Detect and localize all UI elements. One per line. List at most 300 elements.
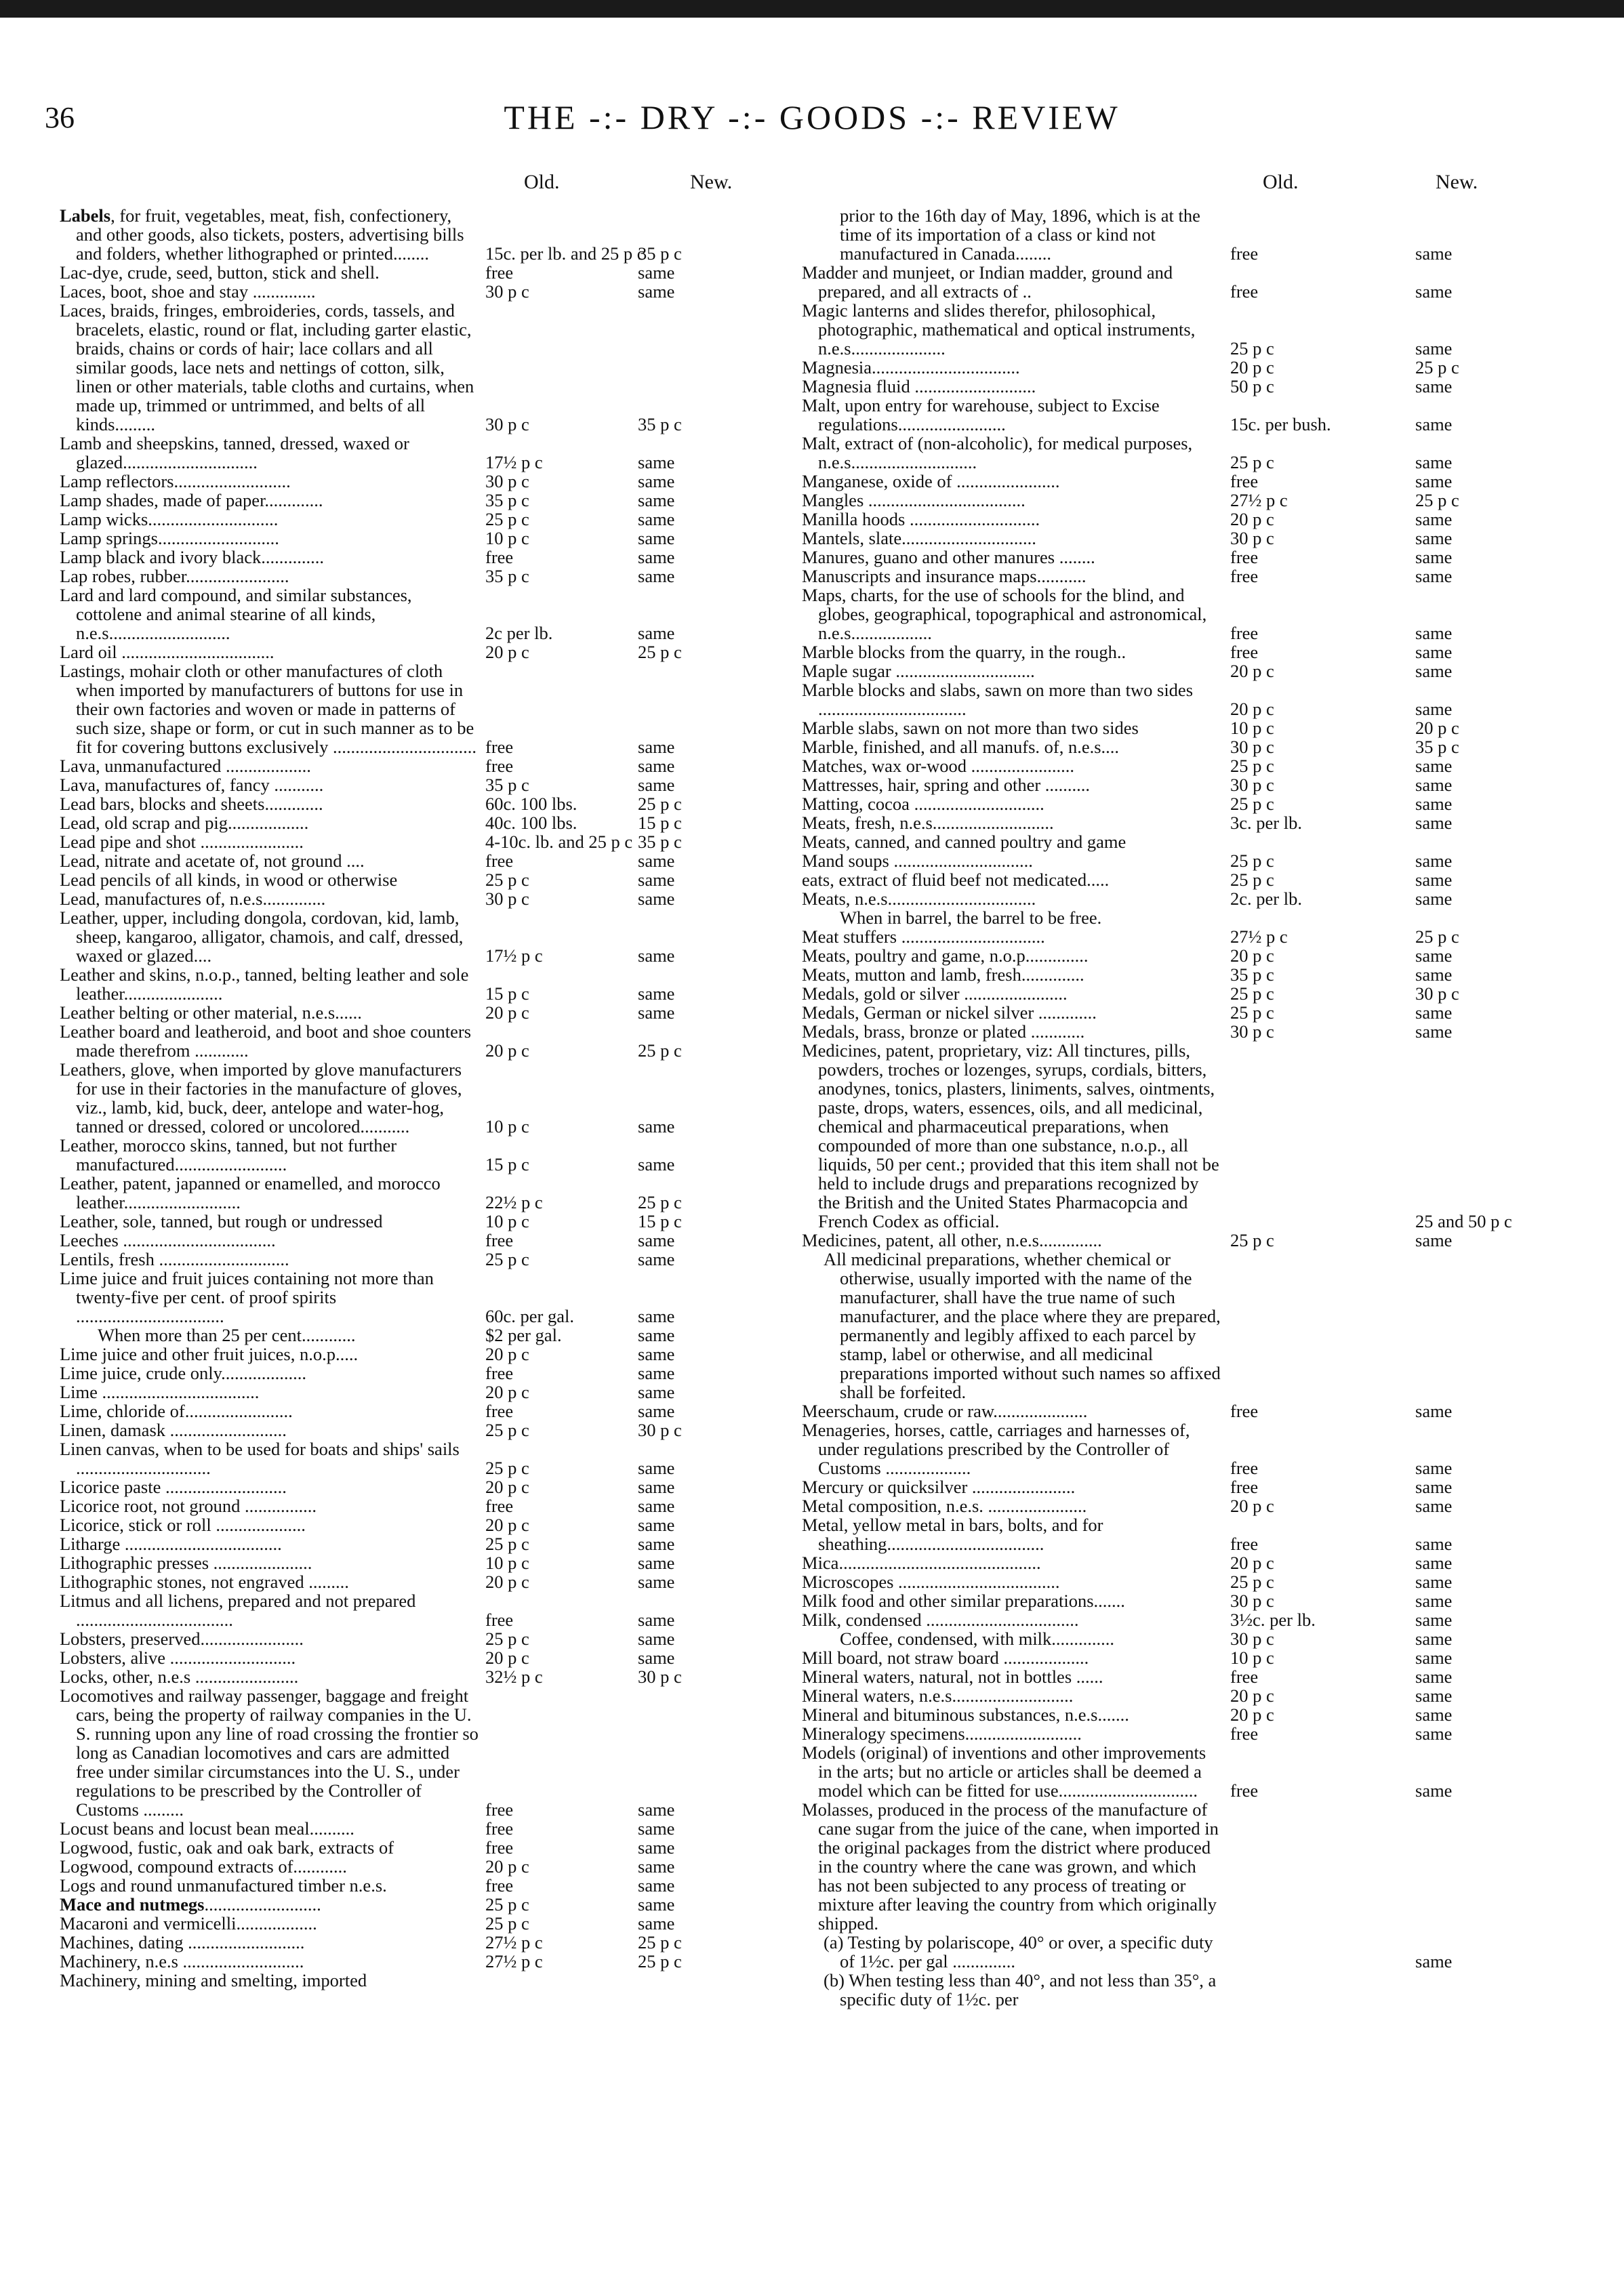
tariff-item-description: Leather and skins, n.o.p., tanned, belting leather and sole leather......................	[60, 964, 469, 1004]
tariff-item-description: Lead bars, blocks and sheets.............	[60, 794, 323, 814]
tariff-row	[802, 1724, 1568, 1743]
tariff-item-description: Logs and round unmanufactured timber n.e.s.	[60, 1875, 387, 1896]
new-rate: same	[1415, 1704, 1453, 1725]
tariff-item-description: Lead, nitrate and acetate of, not ground ....	[60, 851, 365, 871]
old-rate: free	[485, 1401, 514, 1421]
tariff-item-description: Linen, damask ..........................	[60, 1420, 287, 1440]
tariff-row	[60, 491, 826, 510]
new-rate: same	[1415, 1666, 1453, 1687]
tariff-row	[802, 1629, 1568, 1648]
tariff-row	[60, 775, 826, 794]
tariff-row	[60, 1819, 826, 1838]
page-title: THE -:- DRY -:- GOODS -:- REVIEW	[504, 98, 1120, 136]
new-rate: same	[638, 1572, 675, 1592]
tariff-item-description: Medicines, patent, proprietary, viz: All tinctures, pills, powders, troches or lozenges, syrups, cordials, bitters, anodynes, tonics, plasters, liniments, salves, ointments, paste, drops, waters, essences, oils, and all medicinal, chemical and pharmaceutical preparations, when compounded of more than one substance, n.o.p., all liquids, 50 per cent.; provided that this item shall not be held to include drugs and preparations recognized by the British and the United States Pharmacopcia and French Codex as official.	[802, 1040, 1219, 1231]
old-rate: 22½ p c	[485, 1192, 543, 1212]
new-rate: same	[638, 1629, 675, 1649]
tariff-item-description: Locomotives and railway passenger, baggage and freight cars, being the property of railway companies in the U. S. running upon any line of road crossing the frontier so long as Canadian locomotives and cars are admitted free under similar circumstances into the U. S., under regulations to be prescribed by the Controller of Customs .........	[60, 1685, 479, 1820]
tariff-item-description: Lobsters, preserved.......................	[60, 1629, 304, 1649]
tariff-item-description: Molasses, produced in the process of the manufacture of cane sugar from the juice of the cane, when imported in the original packages from the district where produced in the country where the cane was grown, and which has not been subjected to any process of treating or mixture after leaving the country from which originally shipped.	[802, 1799, 1219, 1934]
tariff-row	[802, 965, 1568, 984]
old-rate: 20 p c	[1230, 509, 1274, 529]
tariff-item-description: Leather, sole, tanned, but rough or undressed	[60, 1211, 383, 1231]
old-rate: 30 p c	[1230, 737, 1274, 757]
tariff-row	[60, 1345, 826, 1364]
tariff-row	[802, 908, 1568, 927]
tariff-item-description: Lentils, fresh .............................	[60, 1249, 289, 1269]
new-rate: same	[1415, 376, 1453, 396]
old-rate: free	[1230, 566, 1259, 586]
tariff-row	[802, 1933, 1568, 1971]
new-rate: same	[1415, 813, 1453, 833]
tariff-item-description: Laces, boot, shoe and stay ..............	[60, 281, 316, 302]
tariff-row	[60, 1003, 826, 1022]
new-rate: 25 p c	[638, 642, 682, 662]
tariff-row	[802, 548, 1568, 567]
new-rate: same	[1415, 281, 1453, 302]
old-rate: 25 p c	[1230, 452, 1274, 472]
left-column-header	[60, 171, 826, 198]
tariff-row	[60, 1914, 826, 1933]
tariff-item-description: Lobsters, alive ............................	[60, 1648, 296, 1668]
tariff-item-description: Leather board and leatheroid, and boot and shoe counters made therefrom ............	[60, 1021, 472, 1061]
tariff-row	[802, 1705, 1568, 1724]
old-rate: 27½ p c	[1230, 490, 1288, 510]
old-rate: free	[1230, 1458, 1259, 1478]
new-rate: same	[638, 1553, 675, 1573]
tariff-row	[802, 775, 1568, 794]
new-rate: same	[1415, 1477, 1453, 1497]
tariff-row	[60, 756, 826, 775]
tariff-item-description: Logwood, fustic, oak and oak bark, extracts of	[60, 1837, 394, 1858]
old-rate: 60c. 100 lbs.	[485, 794, 577, 814]
old-rate: 20 p c	[485, 1040, 529, 1061]
new-rate: same	[638, 756, 675, 776]
tariff-item-description: Lime juice and other fruit juices, n.o.p.....	[60, 1344, 359, 1364]
tariff-row	[802, 491, 1568, 510]
new-rate: same	[638, 1894, 675, 1915]
tariff-item-description: Mace and nutmegs..........................	[60, 1894, 321, 1915]
tariff-row	[802, 1231, 1568, 1250]
tariff-item-description: Leeches ..................................	[60, 1230, 276, 1250]
old-rate: $2 per gal.	[485, 1325, 562, 1345]
tariff-row	[60, 472, 826, 491]
new-rate: same	[638, 1799, 675, 1820]
new-rate-header: New.	[1436, 171, 1478, 193]
new-rate: same	[638, 1382, 675, 1402]
new-rate: same	[1415, 566, 1453, 586]
tariff-row	[60, 1971, 826, 1990]
tariff-item-description: Mill board, not straw board ...................	[802, 1648, 1089, 1668]
old-rate: 25 p c	[485, 1534, 529, 1554]
new-rate: 25 and 50 p c	[1415, 1211, 1512, 1231]
tariff-item-description: Mercury or quicksilver .......................	[802, 1477, 1076, 1497]
tariff-row	[60, 1686, 826, 1819]
tariff-item-description: Mineral and bituminous substances, n.e.s.......	[802, 1704, 1129, 1725]
tariff-item-description: (a) Testing by polariscope, 40° or over, a specific duty of 1½c. per gal ..............	[824, 1932, 1213, 1971]
tariff-item-description: Matting, cocoa .............................	[802, 794, 1044, 814]
tariff-item-description: Marble blocks and slabs, sawn on more than two sides .................................	[802, 680, 1194, 719]
new-rate: same	[638, 262, 675, 283]
new-rate: same	[1415, 414, 1453, 434]
tariff-row	[60, 263, 826, 282]
tariff-row	[60, 1269, 826, 1326]
tariff-item-description: Licorice root, not ground ................	[60, 1496, 317, 1516]
new-rate: same	[1415, 945, 1453, 966]
new-rate: same	[1415, 964, 1453, 985]
tariff-row	[802, 510, 1568, 529]
tariff-item-description: Coffee, condensed, with milk..............	[840, 1629, 1115, 1649]
tariff-row	[60, 567, 826, 586]
tariff-row	[60, 1364, 826, 1383]
tariff-item-description: Mangles ...................................	[802, 490, 1026, 510]
new-rate: 25 p c	[638, 1951, 682, 1971]
tariff-item-description: Lava, unmanufactured ...................	[60, 756, 311, 776]
tariff-item-description: Logwood, compound extracts of............	[60, 1856, 347, 1877]
old-rate: 35 p c	[485, 775, 529, 795]
old-rate: free	[485, 1363, 514, 1383]
old-rate: 2c. per lb.	[1230, 888, 1302, 909]
old-rate: free	[485, 1230, 514, 1250]
new-rate: same	[638, 1837, 675, 1858]
tariff-item-description: Manilla hoods .............................	[802, 509, 1040, 529]
new-rate: same	[1415, 1685, 1453, 1706]
tariff-row	[60, 301, 826, 434]
new-rate: same	[638, 888, 675, 909]
old-rate: 25 p c	[485, 869, 529, 890]
old-rate: 25 p c	[1230, 851, 1274, 871]
tariff-item-description: Maple sugar ...............................	[802, 661, 1035, 681]
new-rate: same	[638, 471, 675, 491]
tariff-row	[802, 1496, 1568, 1515]
old-rate: 30 p c	[485, 471, 529, 491]
tariff-item-description: Locks, other, n.e.s .......................	[60, 1666, 299, 1687]
tariff-row	[802, 358, 1568, 377]
old-rate: 3½c. per lb.	[1230, 1610, 1316, 1630]
old-rate: 25 p c	[1230, 1572, 1274, 1592]
tariff-item-description: Lime juice and fruit juices containing not more than twenty-five per cent. of proof spirits .................................	[60, 1268, 434, 1326]
old-rate: 17½ p c	[485, 452, 543, 472]
tariff-item-description: Machines, dating ..........................	[60, 1932, 305, 1952]
tariff-row	[60, 548, 826, 567]
tariff-item-description: Medals, gold or silver .......................	[802, 983, 1068, 1004]
tariff-row	[802, 396, 1568, 434]
old-rate: 20 p c	[1230, 1685, 1274, 1706]
old-rate: 35 p c	[1230, 964, 1274, 985]
tariff-row	[802, 642, 1568, 661]
new-rate: 15 p c	[638, 813, 682, 833]
tariff-item-description: Marble blocks from the quarry, in the rough..	[802, 642, 1126, 662]
new-rate: same	[1415, 699, 1453, 719]
tariff-row	[60, 1212, 826, 1231]
new-rate: same	[638, 490, 675, 510]
old-rate: 10 p c	[1230, 718, 1274, 738]
tariff-row	[802, 1477, 1568, 1496]
tariff-item-description: All medicinal preparations, whether chemical or otherwise, usually imported with the name of the manufacturer, shall have the true name of such manufacturer, and the place where they are prepared, permanently and legibly affixed to each parcel by stamp, label or otherwise, and all medicinal preparations imported without such names so affixed shall be forfeited.	[824, 1249, 1221, 1402]
tariff-row	[60, 1895, 826, 1914]
new-rate: same	[1415, 1458, 1453, 1478]
new-rate: same	[1415, 661, 1453, 681]
new-rate: same	[1415, 1496, 1453, 1516]
tariff-row	[60, 832, 826, 851]
tariff-row	[60, 1420, 826, 1439]
new-rate: same	[1415, 509, 1453, 529]
tariff-row	[60, 661, 826, 756]
old-rate: 30 p c	[1230, 528, 1274, 548]
old-rate: free	[1230, 1666, 1259, 1687]
tariff-row	[802, 1743, 1568, 1800]
tariff-item-description: Lamp black and ivory black..............	[60, 547, 325, 567]
tariff-row	[60, 851, 826, 870]
tariff-item-description: Lime, chloride of........................	[60, 1401, 293, 1421]
tariff-item-description: Medicines, patent, all other, n.e.s..............	[802, 1230, 1102, 1250]
top-border	[0, 0, 1624, 18]
tariff-item-description: Magic lanterns and slides therefor, philosophical, photographic, mathematical and optical instruments, n.e.s.....................	[802, 300, 1196, 359]
new-rate: same	[638, 1306, 675, 1326]
old-rate: 25 p c	[1230, 756, 1274, 776]
old-rate: 20 p c	[485, 1002, 529, 1023]
old-rate: 20 p c	[485, 1344, 529, 1364]
new-rate: same	[1415, 1553, 1453, 1573]
tariff-item-description: Laces, braids, fringes, embroideries, cords, tassels, and bracelets, elastic, round or flat, including garter elastic, braids, chains or cords of hair; lace collars and all similar goods, lace nets and nettings of cotton, silk, linen or other materials, table cloths and curtains, when made up, trimmed or untrimmed, and belts of all kinds.........	[60, 300, 474, 434]
new-rate: same	[638, 1534, 675, 1554]
new-rate: same	[1415, 869, 1453, 890]
tariff-row	[60, 1933, 826, 1952]
tariff-item-description: Lamp reflectors..........................	[60, 471, 291, 491]
tariff-item-description: Malt, upon entry for warehouse, subject to Excise regulations........................	[802, 395, 1160, 434]
new-rate: same	[638, 547, 675, 567]
tariff-item-description: Lamp springs...........................	[60, 528, 279, 548]
old-rate: free	[485, 547, 514, 567]
tariff-item-description: Lead, old scrap and pig..................	[60, 813, 309, 833]
old-rate: 60c. per gal.	[485, 1306, 574, 1326]
tariff-item-description: Leather, patent, japanned or enamelled, and morocco leather..........................	[60, 1173, 441, 1212]
old-rate: 27½ p c	[485, 1951, 543, 1971]
old-rate: free	[1230, 1534, 1259, 1554]
old-rate: 20 p c	[1230, 661, 1274, 681]
new-rate: same	[1415, 338, 1453, 359]
old-rate: free	[1230, 1477, 1259, 1497]
tariff-item-description: Macaroni and vermicelli..................	[60, 1913, 317, 1934]
tariff-item-description: Lastings, mohair cloth or other manufactures of cloth when imported by manufacturers of buttons for use in their own factories and woven or made in patterns of such size, shape or form, or cut in such manner as to be fit for covering buttons exclusively ................................	[60, 661, 477, 757]
new-rate: same	[1415, 1572, 1453, 1592]
tariff-item-description: Machinery, mining and smelting, imported	[60, 1970, 367, 1990]
old-rate: 50 p c	[1230, 376, 1274, 396]
old-rate: free	[1230, 1780, 1259, 1801]
tariff-item-description: Leather, upper, including dongola, cordovan, kid, lamb, sheep, kangaroo, alligator, chamois, and calf, dressed, waxed or glazed....	[60, 907, 464, 966]
new-rate: same	[1415, 1610, 1453, 1630]
tariff-item-description: Manuscripts and insurance maps...........	[802, 566, 1087, 586]
tariff-row	[60, 870, 826, 889]
tariff-item-description: Microscopes ....................................	[802, 1572, 1060, 1592]
tariff-row	[802, 377, 1568, 396]
new-rate: 30 p c	[638, 1666, 682, 1687]
tariff-item-description: Labels, for fruit, vegetables, meat, fish, confectionery, and other goods, also tickets, posters, advertising bills and folders, whether lithographed or printed........	[60, 205, 464, 264]
tariff-row	[60, 1402, 826, 1420]
tariff-row	[60, 1515, 826, 1534]
left-tariff-list	[60, 206, 826, 1990]
new-rate: same	[1415, 794, 1453, 814]
tariff-row	[60, 1952, 826, 1971]
tariff-row	[802, 1022, 1568, 1041]
tariff-item-description: When more than 25 per cent............	[98, 1325, 356, 1345]
new-rate: same	[1415, 888, 1453, 909]
tariff-row	[802, 263, 1568, 301]
old-rate: 25 p c	[485, 1420, 529, 1440]
new-rate: same	[638, 1648, 675, 1668]
tariff-row	[802, 794, 1568, 813]
old-rate: free	[485, 756, 514, 776]
old-rate: 35 p c	[485, 490, 529, 510]
old-rate: 20 p c	[485, 1515, 529, 1535]
tariff-row	[802, 1610, 1568, 1629]
tariff-item-description: Magnesia.................................	[802, 357, 1020, 377]
tariff-row	[60, 1857, 826, 1876]
tariff-item-description: Lard oil ..................................	[60, 642, 275, 662]
new-rate: same	[1415, 851, 1453, 871]
tariff-row	[60, 1838, 826, 1857]
tariff-row	[802, 301, 1568, 358]
old-rate: 20 p c	[1230, 357, 1274, 377]
tariff-item-description: When in barrel, the barrel to be free.	[840, 907, 1102, 928]
tariff-row	[802, 680, 1568, 718]
tariff-item-description: Linen canvas, when to be used for boats and ships' sails ..............................	[60, 1439, 460, 1478]
old-rate: 35 p c	[485, 566, 529, 586]
tariff-row	[802, 984, 1568, 1003]
right-column-header	[802, 171, 1568, 198]
tariff-item-description: (b) When testing less than 40°, and not less than 35°, a specific duty of 1½c. per	[824, 1970, 1217, 2009]
old-rate: free	[485, 1496, 514, 1516]
new-rate: same	[638, 528, 675, 548]
tariff-row	[60, 1648, 826, 1667]
tariff-item-description: Medals, German or nickel silver .............	[802, 1002, 1097, 1023]
new-rate: same	[638, 1496, 675, 1516]
old-rate: 25 p c	[1230, 983, 1274, 1004]
tariff-item-description: Lamp wicks.............................	[60, 509, 279, 529]
tariff-item-description: Litmus and all lichens, prepared and not prepared ...................................	[60, 1591, 416, 1630]
old-rate: 30 p c	[485, 888, 529, 909]
tariff-row	[802, 1402, 1568, 1420]
tariff-item-description: Mineralogy specimens..........................	[802, 1723, 1082, 1744]
tariff-row	[60, 1326, 826, 1345]
new-rate: same	[1415, 1021, 1453, 1042]
tariff-row	[60, 1383, 826, 1402]
tariff-row	[802, 889, 1568, 908]
old-rate: 10 p c	[485, 1553, 529, 1573]
new-rate: 30 p c	[638, 1420, 682, 1440]
tariff-row	[60, 1572, 826, 1591]
new-rate: same	[1415, 1951, 1453, 1971]
new-rate: same	[1415, 1648, 1453, 1668]
tariff-item-description: Lava, manufactures of, fancy ...........	[60, 775, 324, 795]
new-rate: same	[1415, 623, 1453, 643]
tariff-row	[60, 889, 826, 908]
new-rate: same	[638, 1610, 675, 1630]
new-rate: same	[638, 775, 675, 795]
tariff-item-description: Malt, extract of (non-alcoholic), for medical purposes, n.e.s............................	[802, 433, 1193, 472]
old-rate: 30 p c	[485, 281, 529, 302]
new-rate: same	[638, 983, 675, 1004]
tariff-row	[60, 813, 826, 832]
old-rate: 15c. per lb. and 25 p c	[485, 243, 645, 264]
tariff-item-description: Litharge ...................................	[60, 1534, 282, 1554]
tariff-item-description: Maps, charts, for the use of schools for the blind, and globes, geographical, topographical and astronomical, n.e.s..................	[802, 585, 1207, 643]
tariff-item-description: Menageries, horses, cattle, carriages and harnesses of, under regulations prescribed by the Controller of Customs ...................	[802, 1420, 1190, 1478]
new-rate: same	[638, 869, 675, 890]
new-rate: same	[638, 1002, 675, 1023]
tariff-item-description: Madder and munjeet, or Indian madder, ground and prepared, and all extracts of ..	[802, 262, 1173, 302]
tariff-row	[802, 927, 1568, 946]
new-rate: same	[638, 1875, 675, 1896]
tariff-item-description: Lime juice, crude only...................	[60, 1363, 307, 1383]
old-rate: 32½ p c	[485, 1666, 543, 1687]
old-rate: 10 p c	[485, 528, 529, 548]
tariff-row	[60, 1060, 826, 1136]
tariff-row	[802, 1041, 1568, 1231]
new-rate: same	[1415, 1401, 1453, 1421]
tariff-item-description: Lime ...................................	[60, 1382, 260, 1402]
tariff-item-description: Meats, n.e.s.................................	[802, 888, 1036, 909]
tariff-row	[802, 1667, 1568, 1686]
tariff-item-description: Lithographic stones, not engraved .........	[60, 1572, 349, 1592]
tariff-item-description: Lead pencils of all kinds, in wood or otherwise	[60, 869, 398, 890]
tariff-row	[60, 1496, 826, 1515]
tariff-row	[802, 756, 1568, 775]
old-rate: 30 p c	[1230, 1629, 1274, 1649]
tariff-row	[802, 1553, 1568, 1572]
old-rate: 25 p c	[485, 1629, 529, 1649]
new-rate: 35 p c	[638, 832, 682, 852]
old-rate: 15 p c	[485, 1154, 529, 1174]
old-rate: 10 p c	[485, 1211, 529, 1231]
tariff-item-description: Machinery, n.e.s ...........................	[60, 1951, 304, 1971]
new-rate: same	[1415, 1591, 1453, 1611]
old-rate: 25 p c	[485, 1913, 529, 1934]
tariff-row	[60, 206, 826, 263]
tariff-item-description: Lead, manufactures of, n.e.s..............	[60, 888, 326, 909]
new-rate: 25 p c	[638, 1192, 682, 1212]
old-rate: free	[485, 1837, 514, 1858]
new-rate: same	[638, 281, 675, 302]
tariff-item-description: Marble slabs, sawn on not more than two sides	[802, 718, 1139, 738]
old-rate-header: Old.	[1263, 171, 1299, 193]
tariff-row	[802, 586, 1568, 642]
new-rate: same	[638, 1344, 675, 1364]
new-rate: same	[638, 1458, 675, 1478]
new-rate: same	[638, 1249, 675, 1269]
old-rate: free	[1230, 281, 1259, 302]
old-rate: 25 p c	[1230, 338, 1274, 359]
tariff-item-description: Leather belting or other material, n.e.s......	[60, 1002, 362, 1023]
old-rate: 10 p c	[485, 1116, 529, 1137]
old-rate-header: Old.	[524, 171, 560, 193]
new-rate: same	[638, 1818, 675, 1839]
new-rate: same	[638, 851, 675, 871]
tariff-item-description: Mineral waters, natural, not in bottles ......	[802, 1666, 1103, 1687]
tariff-row	[802, 813, 1568, 832]
tariff-row	[802, 206, 1568, 263]
right-tariff-list	[802, 206, 1568, 2009]
old-rate: free	[1230, 547, 1259, 567]
new-rate-header: New.	[690, 171, 733, 193]
tariff-row	[60, 282, 826, 301]
right-column	[802, 171, 1568, 2009]
old-rate: 40c. 100 lbs.	[485, 813, 577, 833]
old-rate: 27½ p c	[485, 1932, 543, 1952]
old-rate: 25 p c	[485, 1894, 529, 1915]
new-rate: 35 p c	[1415, 737, 1459, 757]
tariff-row	[802, 1686, 1568, 1705]
